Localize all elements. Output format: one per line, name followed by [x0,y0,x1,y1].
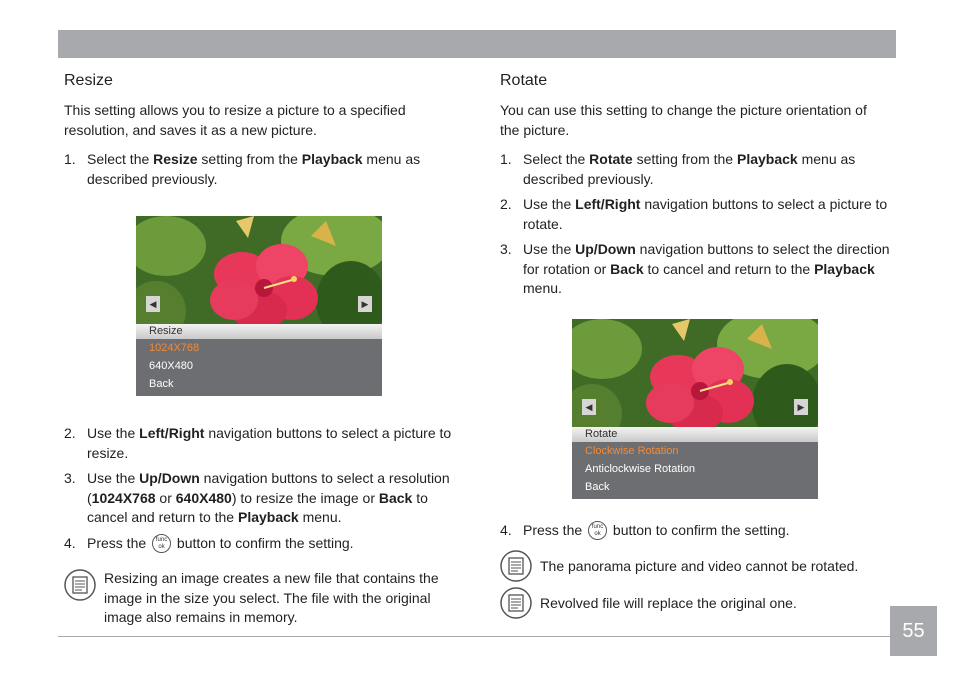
step-text: to cancel and return to the [87,489,428,525]
note-text: Resizing an image creates a new file that contains the image in the size you select. The file with the original image also remains in memory. [104,570,439,626]
step-text: menu. [298,509,342,525]
menu-item-back: Back [585,480,610,493]
rotate-note-2 [500,587,890,619]
section-title-resize: Resize [64,72,113,89]
step-bold: Back [378,489,413,506]
step-bold: Left/Right [139,425,205,441]
resize-steps-continued [64,424,454,553]
step-bold: Up/Down [575,241,636,257]
nav-left-icon: ◀ [146,296,160,312]
step-bold: Back [610,260,644,277]
step-text: navigation buttons to select a picture to resize. [87,425,452,461]
step-number: 4. [64,534,76,551]
func-ok-button-icon [152,534,171,553]
step-text: to cancel and return to the [643,260,815,277]
step-text: navigation buttons to select the direction for rotation or [523,241,890,277]
step-number: 1. [64,151,76,167]
step-bold: Up/Down [139,470,200,486]
step-bold: Playback [814,260,875,277]
step-text: button to confirm the setting. [609,521,790,538]
resize-screen-image [136,216,382,396]
resize-steps [64,150,454,189]
step-number: 1. [500,151,512,167]
step-text: Use the [523,241,576,257]
step-text: Use the [523,196,576,212]
step-number: 4. [500,521,512,538]
footer-divider [58,636,890,637]
rotate-step-4 [500,521,890,541]
menu-item-anticlockwise: Anticlockwise Rotation [585,462,696,475]
nav-right-icon: ▶ [794,399,808,415]
rotate-step-1 [500,150,890,189]
resize-step-1 [64,150,454,189]
step-text: Press the [523,521,587,538]
menu-header: Rotate [572,427,818,442]
step-text: Use the [87,425,140,441]
step-number: 2. [500,196,512,212]
ok-label: ok [158,544,165,551]
step-bold: 1024X768 [91,489,156,506]
step-text: setting from the [197,151,302,167]
note-icon [500,587,532,619]
step-text: menu as described previously. [87,151,421,187]
ok-label: ok [594,531,601,538]
step-bold: Left/Right [575,196,641,212]
step-text: or [155,489,176,506]
step-text: menu. [523,280,562,296]
menu-item-back: Back [149,378,174,390]
step-bold: Resize [153,151,198,167]
step-text: button to confirm the setting. [173,534,354,551]
step-text: setting from the [632,151,737,167]
resize-note [64,569,454,628]
step-text: ) to resize the image or [231,489,379,506]
rotate-screen-image [572,319,818,499]
step-text: Select the [523,151,590,167]
step-text: navigation buttons to select a picture to rotate. [523,196,888,232]
step-text: Select the [87,151,154,167]
resize-step-4 [64,534,454,554]
rotate-section [500,72,890,619]
nav-right-icon: ▶ [358,296,372,312]
rotate-step-3 [500,240,890,299]
note-text: The panorama picture and video cannot be rotated. [540,558,859,575]
header-bar [58,30,896,58]
note-icon [500,550,532,582]
resize-step-2 [64,424,454,463]
rotate-step-2 [500,195,890,234]
resize-intro: This setting allows you to resize a picture to a specified resolution, and saves it as a new picture. [64,102,406,138]
menu-item-clockwise: Clockwise Rotation [585,444,679,457]
step-text: menu as described previously. [523,151,856,187]
note-text: Revolved file will replace the original one. [540,595,797,612]
rotate-steps [500,150,890,299]
menu-item-640x480: 640X480 [149,360,194,372]
menu-header: Resize [136,324,382,339]
step-number: 2. [64,425,76,441]
menu-item-1024x768: 1024X768 [149,342,200,354]
func-label: func [155,537,168,544]
menu-list [572,442,818,499]
section-title-rotate: Rotate [500,72,548,89]
page-number: 55 [890,606,937,656]
resize-section [64,72,454,628]
menu-list [136,339,382,396]
step-bold: Playback [301,151,363,167]
func-label: func [591,524,604,531]
rotate-steps-continued [500,521,890,541]
rotate-intro: You can use this setting to change the picture orientation of the picture. [500,102,867,138]
rotate-note-1 [500,550,890,582]
nav-left-icon: ◀ [582,399,596,415]
resize-step-3 [64,469,454,528]
step-bold: Playback [238,509,299,525]
step-number: 3. [64,470,76,486]
note-icon [64,569,96,601]
step-text: Press the [87,534,151,551]
step-text: Use the [87,470,140,486]
func-ok-button-icon [588,521,607,540]
step-bold: Playback [737,151,798,167]
step-bold: Rotate [589,151,633,167]
step-text: navigation buttons to select a resolution ( [87,470,450,506]
step-number: 3. [500,241,512,257]
step-bold: 640X480 [175,489,232,506]
